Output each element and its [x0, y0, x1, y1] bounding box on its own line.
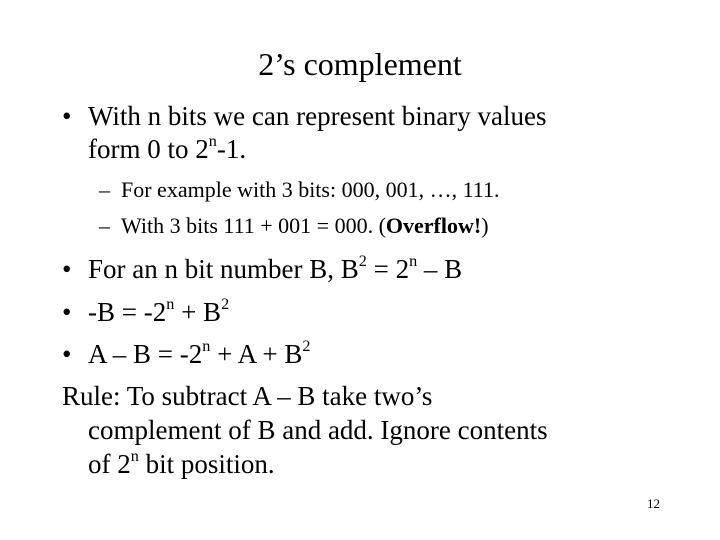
rule-line-3: of 2$^n$ bit position. — [88, 446, 275, 479]
bullet-symbol: • — [62, 101, 72, 131]
bullet-1-line-1: With n bits we can represent binary values — [88, 101, 547, 131]
sub-bullet-1: – For example with 3 bits: 000, 001, …, 111. — [99, 177, 500, 202]
overflow-emphasis: Overflow! — [385, 213, 482, 238]
slide-title: 2’s complement — [258, 46, 462, 82]
page-number: 12 — [647, 496, 660, 511]
rule-line-1: Rule: To subtract A – B take two’s — [62, 381, 433, 411]
bullet-1-line-2: form 0 to 2$^n$-1. — [88, 131, 247, 164]
rule-line-2: complement of B and add. Ignore contents — [88, 415, 548, 445]
sub-bullet-2: – With 3 bits 111 + 001 = 000. (Overflow!) — [99, 213, 489, 238]
